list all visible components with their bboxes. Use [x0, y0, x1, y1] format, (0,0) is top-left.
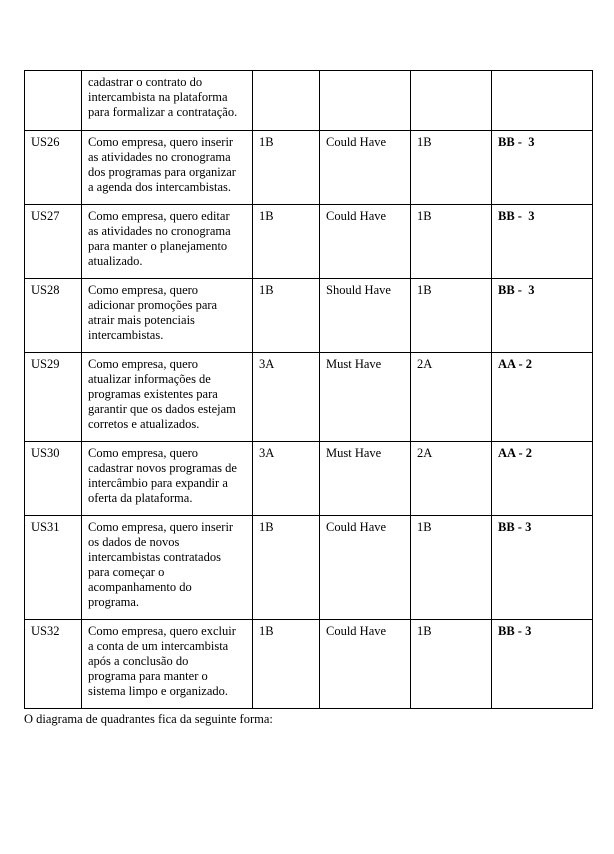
description-line: atualizar informações de	[88, 372, 211, 386]
quadrant-cell: BB - 3	[492, 279, 593, 353]
estimate-cell: 2A	[411, 442, 492, 516]
description-line: programas existentes para	[88, 387, 218, 401]
description-line: para formalizar a contratação.	[88, 105, 238, 119]
description-line: Como empresa, quero	[88, 446, 199, 460]
quadrant-cell: BB - 3	[492, 516, 593, 620]
story-id-cell	[25, 71, 82, 131]
story-description-cell	[82, 279, 253, 353]
description-line: intercambista na plataforma	[88, 90, 228, 104]
quadrant-cell: AA - 2	[492, 353, 593, 442]
description-line: intercambistas.	[88, 328, 164, 342]
description-line: programa para manter o	[88, 669, 208, 683]
size-cell: 1B	[253, 205, 320, 279]
estimate-cell: 1B	[411, 131, 492, 205]
size-cell: 3A	[253, 353, 320, 442]
table-row	[25, 71, 593, 131]
story-description-cell	[82, 353, 253, 442]
story-description-cell	[82, 131, 253, 205]
quadrant-cell: BB - 3	[492, 131, 593, 205]
priority-cell: Could Have	[320, 131, 411, 205]
story-description-cell	[82, 442, 253, 516]
description-line: oferta da plataforma.	[88, 491, 193, 505]
story-id-cell: US26	[25, 131, 82, 205]
estimate-cell: 2A	[411, 353, 492, 442]
description-line: dos programas para organizar	[88, 165, 236, 179]
table-row	[25, 620, 593, 709]
description-line: Como empresa, quero	[88, 357, 199, 371]
quadrant-cell	[492, 71, 593, 131]
table-body	[25, 71, 593, 709]
priority-cell: Could Have	[320, 620, 411, 709]
size-cell: 1B	[253, 131, 320, 205]
table-row	[25, 353, 593, 442]
priority-cell: Could Have	[320, 516, 411, 620]
description-line: intercâmbio para expandir a	[88, 476, 228, 490]
description-line: sistema limpo e organizado.	[88, 684, 229, 698]
quadrant-cell: BB - 3	[492, 620, 593, 709]
size-cell: 1B	[253, 279, 320, 353]
description-line: Como empresa, quero	[88, 283, 199, 297]
description-line: corretos e atualizados.	[88, 417, 200, 431]
description-line: atualizado.	[88, 254, 143, 268]
size-cell: 1B	[253, 516, 320, 620]
size-cell: 3A	[253, 442, 320, 516]
quadrant-cell: AA - 2	[492, 442, 593, 516]
story-id-cell: US31	[25, 516, 82, 620]
estimate-cell	[411, 71, 492, 131]
description-line: para começar o	[88, 565, 165, 579]
description-line: cadastrar o contrato do	[88, 75, 203, 89]
description-line: adicionar promoções para	[88, 298, 218, 312]
story-description-cell	[82, 71, 253, 131]
size-cell	[253, 71, 320, 131]
estimate-cell: 1B	[411, 279, 492, 353]
estimate-cell: 1B	[411, 516, 492, 620]
priority-cell: Must Have	[320, 353, 411, 442]
description-line: intercambistas contratados	[88, 550, 221, 564]
story-id-cell: US29	[25, 353, 82, 442]
description-line: cadastrar novos programas de	[88, 461, 237, 475]
caption-text: O diagrama de quadrantes fica da seguinte forma:	[24, 712, 273, 726]
description-line: após a conclusão do	[88, 654, 189, 668]
priority-cell: Could Have	[320, 205, 411, 279]
table-row	[25, 516, 593, 620]
quadrant-cell: BB - 3	[492, 205, 593, 279]
description-line: atrair mais potenciais	[88, 313, 195, 327]
story-id-cell: US32	[25, 620, 82, 709]
size-cell: 1B	[253, 620, 320, 709]
story-description-cell	[82, 205, 253, 279]
description-line: Como empresa, quero inserir	[88, 135, 234, 149]
estimate-cell: 1B	[411, 205, 492, 279]
story-id-cell: US30	[25, 442, 82, 516]
description-line: a agenda dos intercambistas.	[88, 180, 232, 194]
priority-cell	[320, 71, 411, 131]
story-description-cell	[82, 620, 253, 709]
story-id-cell: US28	[25, 279, 82, 353]
story-id-cell: US27	[25, 205, 82, 279]
priority-cell: Must Have	[320, 442, 411, 516]
description-line: programa.	[88, 595, 140, 609]
table-row	[25, 205, 593, 279]
description-line: as atividades no cronograma	[88, 150, 231, 164]
table-row	[25, 442, 593, 516]
description-line: para manter o planejamento	[88, 239, 228, 253]
description-line: garantir que os dados estejam	[88, 402, 236, 416]
story-description-cell	[82, 516, 253, 620]
estimate-cell: 1B	[411, 620, 492, 709]
description-line: Como empresa, quero excluir	[88, 624, 236, 638]
user-stories-table	[24, 70, 593, 709]
description-line: Como empresa, quero inserir	[88, 520, 234, 534]
description-line: a conta de um intercambista	[88, 639, 229, 653]
description-line: as atividades no cronograma	[88, 224, 231, 238]
table-row	[25, 131, 593, 205]
description-line: Como empresa, quero editar	[88, 209, 230, 223]
description-line: acompanhamento do	[88, 580, 192, 594]
description-line: os dados de novos	[88, 535, 180, 549]
priority-cell: Should Have	[320, 279, 411, 353]
table-row	[25, 279, 593, 353]
